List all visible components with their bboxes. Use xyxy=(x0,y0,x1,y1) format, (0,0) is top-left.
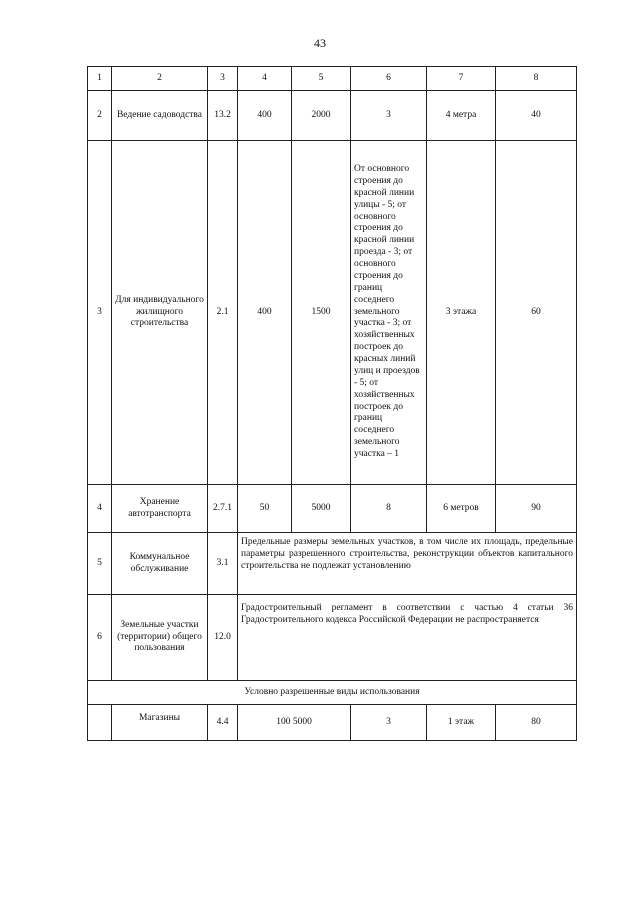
setback: 3 xyxy=(351,91,427,141)
header-cell: 1 xyxy=(88,67,112,91)
use-name: Коммунальное обслуживание xyxy=(112,533,208,595)
row-number: 3 xyxy=(88,141,112,485)
max-height: 4 метра xyxy=(427,91,496,141)
setback: 8 xyxy=(351,485,427,533)
table-row xyxy=(88,705,577,741)
header-cell: 3 xyxy=(208,67,238,91)
max-area: 1500 xyxy=(292,141,351,485)
max-coverage: 60 xyxy=(496,141,577,485)
setback: 3 xyxy=(351,705,427,741)
use-code: 2.1 xyxy=(208,141,238,485)
table-row xyxy=(88,485,577,533)
max-coverage: 40 xyxy=(496,91,577,141)
use-name: Хранение автотранспорта xyxy=(112,485,208,533)
use-code: 12.0 xyxy=(208,595,238,681)
max-coverage: 90 xyxy=(496,485,577,533)
max-coverage: 80 xyxy=(496,705,577,741)
max-height: 6 метров xyxy=(427,485,496,533)
header-cell: 6 xyxy=(351,67,427,91)
merged-note: Градостроительный регламент в соответствии с частью 4 статьи 36 Градостроительного кодекса Российской Федерации не распространяется xyxy=(238,595,577,681)
row-number: 5 xyxy=(88,533,112,595)
use-name: Земельные участки (территории) общего пользования xyxy=(112,595,208,681)
use-name: Для индивидуального жилищного строительства xyxy=(112,141,208,485)
header-cell: 8 xyxy=(496,67,577,91)
setback: От основного строения до красной линии улицы - 5; от основного строения до красной линии проезда - 3; от основного строения до границ соседнего земельного участка - 3; от хозяйственных построек до красных линий улиц и проездов - 5; от хозяйственных построек до границ соседнего земельного участка – 1 xyxy=(351,141,427,485)
row-number xyxy=(88,705,112,741)
max-area: 2000 xyxy=(292,91,351,141)
row-number: 4 xyxy=(88,485,112,533)
area-range: 100 5000 xyxy=(238,705,351,741)
use-name: Ведение садоводства xyxy=(112,91,208,141)
header-cell: 7 xyxy=(427,67,496,91)
use-name: Магазины xyxy=(112,705,208,741)
regulations-table xyxy=(87,66,577,741)
header-cell: 5 xyxy=(292,67,351,91)
table-row xyxy=(88,595,577,681)
max-height: 3 этажа xyxy=(427,141,496,485)
min-area: 400 xyxy=(238,91,292,141)
section-header-row xyxy=(88,681,577,705)
row-number: 6 xyxy=(88,595,112,681)
header-row xyxy=(88,67,577,91)
use-code: 2.7.1 xyxy=(208,485,238,533)
table-row xyxy=(88,91,577,141)
row-number: 2 xyxy=(88,91,112,141)
min-area: 400 xyxy=(238,141,292,485)
header-cell: 2 xyxy=(112,67,208,91)
section-title: Условно разрешенные виды использования xyxy=(88,681,577,705)
page-number: 43 xyxy=(314,36,326,50)
use-code: 13.2 xyxy=(208,91,238,141)
header-cell: 4 xyxy=(238,67,292,91)
max-height: 1 этаж xyxy=(427,705,496,741)
max-area: 5000 xyxy=(292,485,351,533)
merged-note: Предельные размеры земельных участков, в том числе их площадь, предельные параметры разрешенного строительства, реконструкции объектов капитального строительства не подлежат установлению xyxy=(238,533,577,595)
min-area: 50 xyxy=(238,485,292,533)
use-code: 3.1 xyxy=(208,533,238,595)
table-row xyxy=(88,141,577,485)
table-row xyxy=(88,533,577,595)
use-code: 4.4 xyxy=(208,705,238,741)
